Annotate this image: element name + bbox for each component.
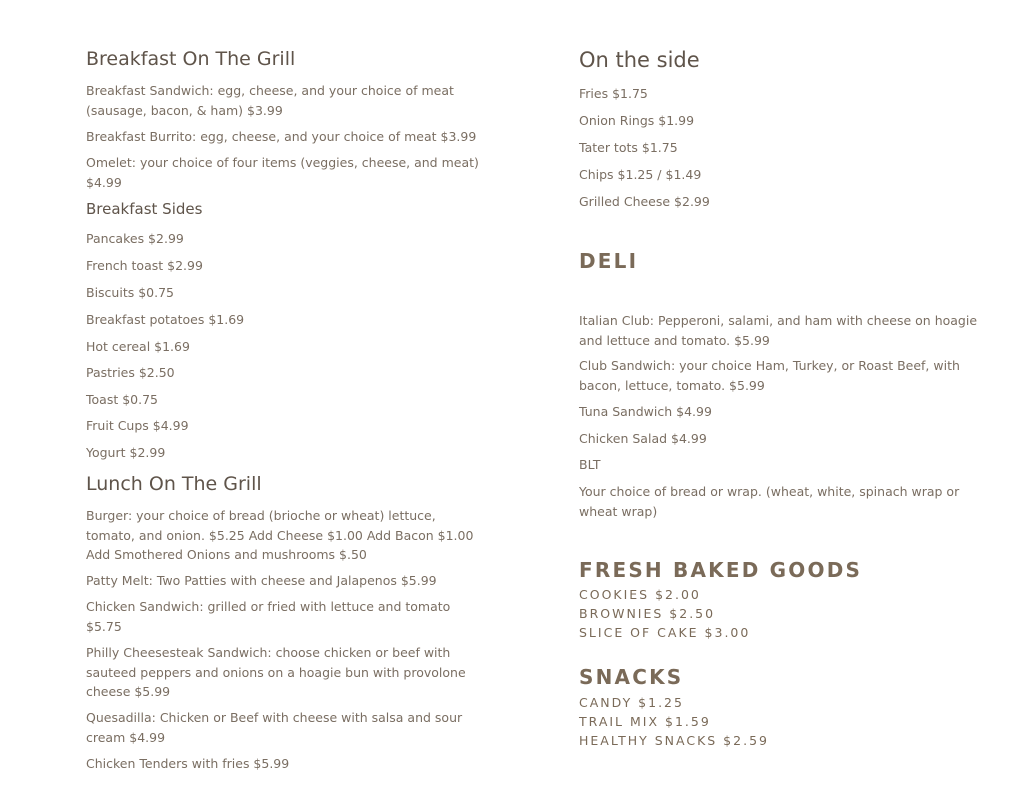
menu-item-pastries: Pastries $2.50 — [86, 365, 175, 380]
menu-item-quesadilla: Quesadilla: Chicken or Beef with cheese with salsa and sour cream $4.99 — [86, 710, 463, 745]
menu-item-toast: Toast $0.75 — [86, 392, 158, 407]
menu-item-breakfast-sandwich: Breakfast Sandwich: egg, cheese, and your choice of meat (sausage, bacon, & ham) $3.99 — [86, 83, 454, 118]
menu-item-healthy-snacks: HEALTHY SNACKS $2.59 — [579, 733, 769, 748]
menu-item-chicken-sandwich: Chicken Sandwich: grilled or fried with lettuce and tomato $5.75 — [86, 599, 451, 634]
menu-item-trail-mix: TRAIL MIX $1.59 — [579, 714, 711, 729]
menu-note-bread-choice: Your choice of bread or wrap. (wheat, white, spinach wrap or wheat wrap) — [579, 484, 960, 519]
menu-item-candy: CANDY $1.25 — [579, 695, 684, 710]
deli-heading: DELI — [579, 249, 639, 273]
menu-item-burger: Burger: your choice of bread (brioche or wheat) lettuce, tomato, and onion. $5.25 Add Cheese $1.00 Add Bacon $1.00 Add Smothered Onions and mushrooms $.50 — [86, 508, 474, 562]
breakfast-heading: Breakfast On The Grill — [86, 48, 296, 70]
menu-item-slice-of-cake: SLICE OF CAKE $3.00 — [579, 625, 751, 640]
menu-item-pancakes: Pancakes $2.99 — [86, 231, 184, 246]
menu-item-philly-cheesesteak: Philly Cheesesteak Sandwich: choose chicken or beef with sauteed peppers and onions on a hoagie bun with provolone cheese $5.99 — [86, 645, 466, 699]
menu-item-cookies: COOKIES $2.00 — [579, 587, 701, 602]
menu-item-fries: Fries $1.75 — [579, 86, 648, 101]
lunch-heading: Lunch On The Grill — [86, 473, 262, 495]
menu-item-tater-tots: Tater tots $1.75 — [579, 140, 678, 155]
menu-item-brownies: BROWNIES $2.50 — [579, 606, 716, 621]
menu-item-italian-club: Italian Club: Pepperoni, salami, and ham with cheese on hoagie and lettuce and tomato. $5.99 — [579, 313, 978, 348]
menu-item-breakfast-burrito: Breakfast Burrito: egg, cheese, and your choice of meat $3.99 — [86, 129, 477, 144]
menu-item-chips: Chips $1.25 / $1.49 — [579, 167, 702, 182]
on-the-side-heading: On the side — [579, 48, 700, 72]
fresh-baked-goods-heading: FRESH BAKED GOODS — [579, 558, 863, 582]
menu-item-club-sandwich: Club Sandwich: your choice Ham, Turkey, or Roast Beef, with bacon, lettuce, tomato. $5.99 — [579, 358, 960, 393]
snacks-heading: SNACKS — [579, 665, 684, 689]
menu-item-tuna-sandwich: Tuna Sandwich $4.99 — [579, 404, 712, 419]
menu-item-hot-cereal: Hot cereal $1.69 — [86, 339, 190, 354]
menu-item-chicken-tenders: Chicken Tenders with fries $5.99 — [86, 756, 290, 771]
menu-item-blt: BLT — [579, 457, 601, 472]
menu-item-patty-melt: Patty Melt: Two Patties with cheese and Jalapenos $5.99 — [86, 573, 437, 588]
menu-item-yogurt: Yogurt $2.99 — [86, 445, 166, 460]
menu-item-chicken-salad: Chicken Salad $4.99 — [579, 431, 707, 446]
menu-item-biscuits: Biscuits $0.75 — [86, 285, 175, 300]
menu-item-onion-rings: Onion Rings $1.99 — [579, 113, 695, 128]
menu-item-grilled-cheese: Grilled Cheese $2.99 — [579, 194, 710, 209]
menu-item-omelet: Omelet: your choice of four items (veggies, cheese, and meat) $4.99 — [86, 155, 479, 190]
menu-item-french-toast: French toast $2.99 — [86, 258, 203, 273]
breakfast-sides-heading: Breakfast Sides — [86, 200, 203, 218]
menu-item-fruit-cups: Fruit Cups $4.99 — [86, 418, 189, 433]
menu-item-breakfast-potatoes: Breakfast potatoes $1.69 — [86, 312, 245, 327]
